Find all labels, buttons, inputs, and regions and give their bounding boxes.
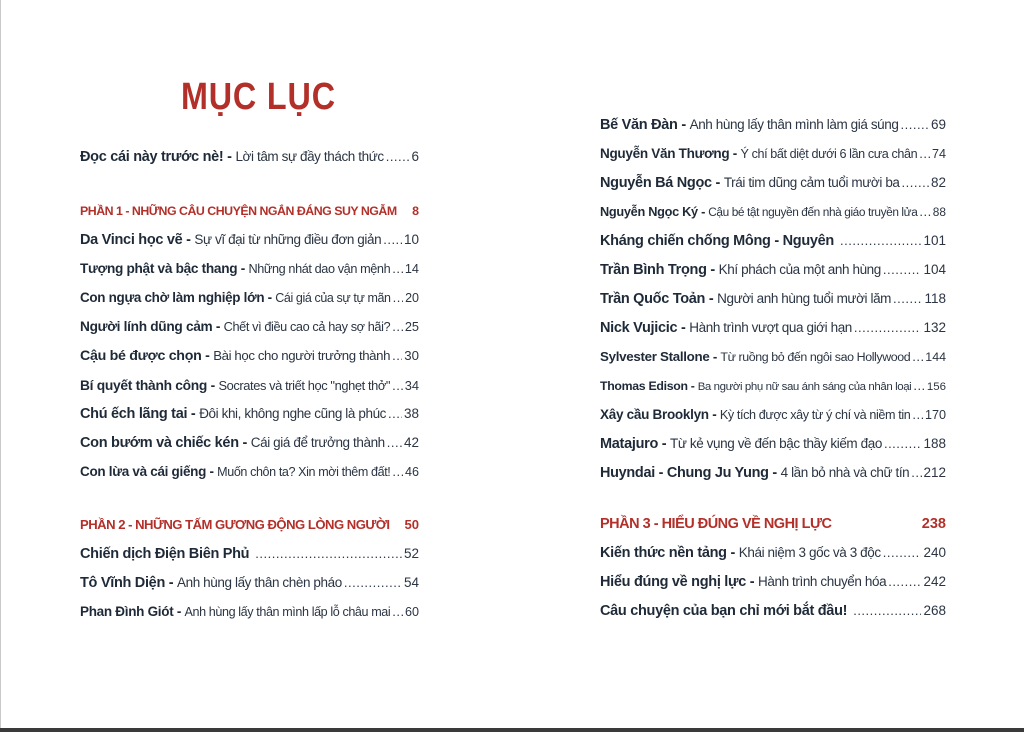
entry-title: Đọc cái này trước nè! — [80, 149, 224, 165]
dot-leader — [902, 173, 929, 193]
toc-part-heading[interactable] — [80, 515, 419, 535]
entry-title: Kháng chiến chống Mông - Nguyên — [600, 233, 834, 249]
entry-title: Nguyễn Bá Ngọc — [600, 175, 712, 191]
page-number: 69 — [930, 117, 946, 132]
toc-entry[interactable] — [80, 259, 419, 279]
dot-leader — [912, 405, 923, 425]
entry-separator: - — [706, 262, 719, 278]
page-number: 104 — [923, 262, 946, 277]
page-number: 240 — [923, 545, 946, 560]
entry-separator: - — [165, 575, 178, 591]
toc-entry[interactable] — [80, 573, 419, 593]
dot-leader — [911, 463, 921, 483]
page-number: 188 — [923, 436, 946, 451]
toc-entry[interactable] — [80, 544, 419, 564]
dot-leader — [383, 230, 402, 250]
page-number: 38 — [403, 406, 419, 421]
page-number: 170 — [924, 408, 946, 422]
entry-title: Da Vinci học vẽ — [80, 232, 183, 248]
entry-subtitle: Muốn chôn ta? Xin mời thêm đất! — [217, 465, 391, 479]
entry-separator: - — [212, 319, 224, 334]
page-number: 10 — [403, 232, 419, 247]
page-number: 88 — [932, 205, 946, 219]
entry-title: Con bướm và chiếc kén — [80, 435, 239, 451]
toc-entry[interactable] — [80, 462, 419, 482]
entry-separator: - — [201, 348, 214, 364]
dot-leader — [919, 144, 930, 164]
toc-entry[interactable] — [600, 289, 946, 309]
page-edge-left — [0, 0, 1, 732]
entry-title: Nick Vujicic — [600, 320, 678, 336]
entry-separator: - — [207, 377, 219, 393]
entry-title: Tượng phật và bậc thang — [80, 261, 238, 276]
entry-title: Phan Đình Giót — [80, 604, 174, 619]
entry-subtitle: Từ ruồng bỏ đến ngôi sao Hollywood — [720, 350, 911, 364]
entry-separator: - — [746, 574, 758, 590]
toc-entry[interactable] — [600, 347, 946, 367]
page-number: 132 — [923, 320, 946, 335]
toc-entry[interactable] — [80, 346, 419, 366]
entry-separator: - — [187, 406, 200, 422]
page-number: 156 — [926, 381, 946, 393]
page-number: 6 — [411, 149, 419, 164]
page-number: 52 — [403, 546, 419, 561]
part-label: PHẦN 2 - NHỮNG TẤM GƯƠNG ĐỘNG LÒNG NGƯỜI — [80, 517, 390, 532]
entry-separator: - — [697, 204, 709, 219]
entry-subtitle: Anh hùng lấy thân mình làm giá súng — [689, 117, 899, 132]
entry-subtitle: Lời tâm sự đầy thách thức — [235, 149, 384, 164]
entry-separator: - — [711, 175, 724, 191]
dot-leader — [392, 602, 403, 622]
entry-title: Câu chuyện của bạn chỉ mới bắt đầu! — [600, 603, 848, 619]
toc-entry[interactable] — [80, 147, 419, 167]
page-number: 60 — [405, 605, 419, 619]
dot-leader — [392, 259, 403, 279]
toc-entry[interactable] — [600, 376, 946, 396]
entry-separator: - — [173, 604, 185, 619]
page-number: 144 — [925, 350, 946, 364]
dot-leader — [393, 288, 403, 308]
toc-entry[interactable] — [80, 230, 419, 250]
entry-title: Matajuro — [600, 436, 659, 452]
part-label: PHẦN 1 - NHỮNG CÂU CHUYỆN NGẮN ĐÁNG SUY NGẪM — [80, 204, 397, 218]
toc-entry[interactable] — [600, 405, 946, 425]
toc-entry[interactable] — [80, 602, 419, 622]
page-edge-bottom — [0, 728, 1024, 732]
toc-entry[interactable] — [80, 317, 419, 337]
entry-separator: - — [708, 407, 720, 422]
dot-leader — [883, 543, 922, 563]
entry-separator: - — [709, 349, 721, 364]
dot-leader — [386, 147, 410, 167]
entry-subtitle: 4 lần bỏ nhà và chữ tín — [780, 465, 910, 480]
dot-leader — [854, 318, 922, 338]
dot-leader — [387, 433, 402, 453]
toc-entry[interactable] — [600, 318, 946, 338]
entry-separator: - — [182, 232, 195, 248]
entry-subtitle: Sự vĩ đại từ những điều đơn giản — [194, 232, 382, 247]
dot-leader — [392, 317, 403, 337]
entry-title: Bí quyết thành công — [80, 377, 208, 393]
page-number: 212 — [923, 465, 946, 480]
entry-subtitle: Khái niệm 3 gốc và 3 độc — [738, 545, 881, 560]
dot-leader — [893, 289, 922, 309]
dot-leader — [840, 231, 921, 251]
entry-separator: - — [223, 149, 236, 165]
page-number: 74 — [931, 147, 946, 161]
entry-subtitle: Đôi khi, không nghe cũng là phúc — [199, 406, 387, 421]
toc-entry[interactable] — [600, 144, 946, 164]
entry-separator: - — [729, 146, 741, 161]
entry-title: Kiến thức nền tảng — [600, 545, 727, 561]
entry-subtitle: Anh hùng lấy thân chèn pháo — [177, 575, 342, 590]
toc-entry[interactable] — [600, 601, 946, 621]
dot-leader — [913, 376, 925, 396]
entry-title: Bế Văn Đàn — [600, 117, 678, 133]
entry-title: Trần Bình Trọng — [600, 262, 707, 278]
toc-entry[interactable] — [600, 115, 946, 135]
dot-leader — [901, 115, 929, 135]
entry-separator: - — [237, 261, 249, 276]
entry-separator: - — [658, 436, 671, 452]
entry-title: Con ngựa chờ làm nghiệp lớn — [80, 290, 265, 305]
dot-leader — [344, 573, 402, 593]
page-number: 25 — [404, 319, 419, 334]
toc-heading: MỤC LỤC — [181, 76, 336, 118]
entry-title: Chiến dịch Điện Biên Phủ — [80, 546, 250, 562]
dot-leader — [392, 376, 403, 396]
page-number: 101 — [923, 233, 946, 248]
page-number: 118 — [924, 291, 946, 306]
entry-title: Con lừa và cái giếng — [80, 464, 207, 479]
toc-entry[interactable] — [600, 572, 946, 592]
entry-subtitle: Bài học cho người trưởng thành — [213, 348, 391, 363]
entry-subtitle: Anh hùng lấy thân mình lấp lỗ châu mai — [184, 605, 391, 619]
entry-title: Cậu bé được chọn — [80, 348, 202, 364]
entry-separator: - — [705, 291, 718, 307]
page-number: 50 — [404, 517, 419, 532]
entry-title: Nguyễn Ngọc Ký — [600, 204, 698, 219]
toc-entry[interactable] — [600, 173, 946, 193]
entry-separator: - — [687, 379, 698, 393]
entry-subtitle: Cậu bé tật nguyền đến nhà giáo truyền lửa — [708, 205, 918, 219]
page-number: 34 — [404, 378, 419, 393]
toc-entry[interactable] — [600, 260, 946, 280]
toc-entry[interactable] — [80, 433, 419, 453]
entry-separator: - — [264, 290, 276, 305]
dot-leader — [912, 347, 923, 367]
entry-subtitle: Socrates và triết học "nghẹt thở" — [218, 378, 391, 393]
entry-title: Tô Vĩnh Diện — [80, 575, 166, 591]
entry-subtitle: Cái giá của sự tự mãn — [275, 291, 391, 305]
toc-entry[interactable] — [600, 231, 946, 251]
entry-separator: - — [677, 117, 690, 133]
dot-leader — [884, 434, 922, 454]
entry-title: Chú ếch lãng tai — [80, 406, 188, 422]
dot-leader — [883, 260, 922, 280]
entry-title: Nguyễn Văn Thương — [600, 146, 730, 161]
entry-separator: - — [677, 320, 690, 336]
entry-subtitle: Hành trình vượt qua giới hạn — [689, 320, 852, 335]
toc-part-heading[interactable] — [600, 514, 946, 534]
entry-subtitle: Chết vì điều cao cả hay sợ hãi? — [223, 319, 391, 334]
entry-title: Người lính dũng cảm — [80, 319, 213, 334]
toc-part-heading[interactable] — [80, 201, 419, 221]
dot-leader — [919, 202, 930, 222]
entry-subtitle: Kỳ tích được xây từ ý chí và niềm tin — [719, 408, 911, 422]
dot-leader — [392, 346, 402, 366]
page-number: 242 — [923, 574, 946, 589]
entry-separator: - — [768, 465, 781, 481]
entry-subtitle: Hành trình chuyển hóa — [758, 574, 887, 589]
entry-subtitle: Trái tim dũng cảm tuổi mười ba — [723, 175, 900, 190]
page-number: 30 — [404, 348, 419, 363]
entry-subtitle: Khí phách của một anh hùng — [718, 262, 881, 277]
entry-title: Hiểu đúng về nghị lực — [600, 574, 746, 590]
page-number: 46 — [405, 465, 419, 479]
entry-title: Thomas Edison — [600, 379, 688, 393]
entry-separator: - — [726, 545, 739, 561]
toc-entry[interactable] — [80, 404, 419, 424]
entry-title: Xây cầu Brooklyn — [600, 407, 709, 422]
page-number: 20 — [405, 291, 419, 305]
page-number: 238 — [921, 516, 946, 532]
entry-separator: - — [206, 464, 218, 479]
toc-entry[interactable] — [600, 202, 946, 222]
entry-subtitle: Ba người phụ nữ sau ánh sáng của nhân loại — [697, 381, 912, 393]
toc-entry[interactable] — [80, 288, 419, 308]
page-number: 14 — [404, 262, 419, 276]
dot-leader — [853, 601, 921, 621]
dot-leader — [392, 462, 403, 482]
entry-subtitle: Những nhát dao vận mệnh — [248, 262, 391, 276]
entry-title: Sylvester Stallone — [600, 349, 710, 364]
dot-leader — [888, 572, 921, 592]
entry-title: Trần Quốc Toản — [600, 291, 706, 307]
page-number: 54 — [403, 575, 419, 590]
dot-leader — [255, 544, 402, 564]
entry-subtitle: Cái giá để trưởng thành — [250, 435, 385, 450]
entry-subtitle: Ý chí bất diệt dưới 6 lần cưa chân — [740, 147, 918, 161]
dot-leader — [388, 404, 402, 424]
toc-entry[interactable] — [80, 375, 419, 395]
entry-separator: - — [238, 435, 251, 451]
part-label: PHẦN 3 - HIỂU ĐÚNG VỀ NGHỊ LỰC — [600, 516, 832, 532]
page-number: 42 — [403, 435, 419, 450]
toc-entry[interactable] — [600, 543, 946, 563]
entry-title: Huyndai - Chung Ju Yung — [600, 465, 769, 481]
entry-subtitle: Từ kẻ vụng về đến bậc thầy kiếm đạo — [670, 436, 882, 451]
page-number: 82 — [930, 175, 946, 190]
page-number: 268 — [923, 603, 946, 618]
page-number: 8 — [412, 204, 419, 218]
toc-entry[interactable] — [600, 434, 946, 454]
entry-subtitle: Người anh hùng tuổi mười lăm — [717, 291, 892, 306]
toc-entry[interactable] — [600, 463, 946, 483]
